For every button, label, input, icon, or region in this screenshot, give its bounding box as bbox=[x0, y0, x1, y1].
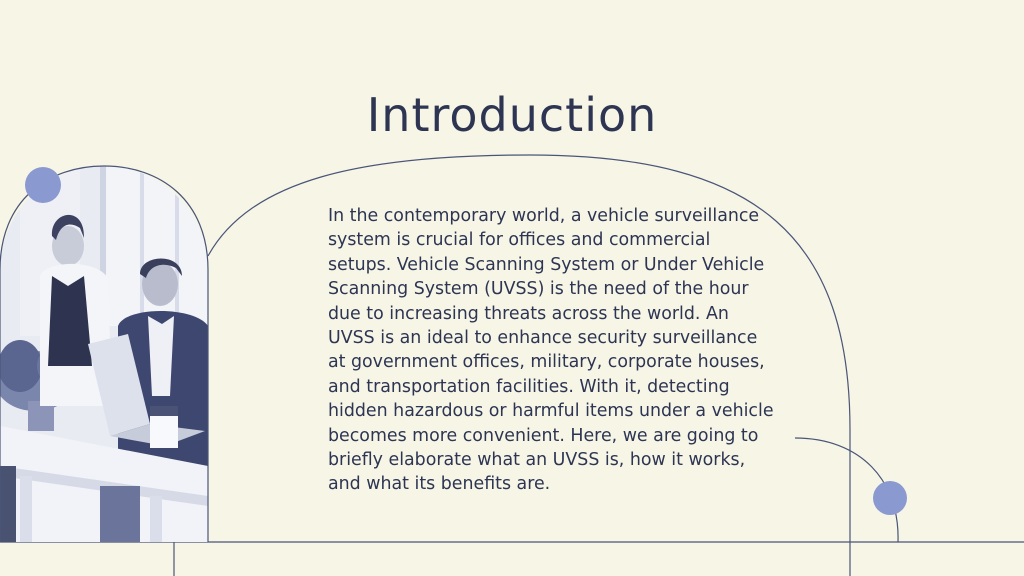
photo-arch-outline bbox=[0, 166, 208, 542]
slide-title: Introduction bbox=[366, 88, 658, 142]
accent-circle-left bbox=[25, 167, 61, 203]
intro-paragraph: In the contemporary world, a vehicle surveillance system is crucial for offices and commercial setups. Vehicle Scanning System or Under Vehicle Scanning System (UVSS) is the need of the hour due to increasing threats across the world. An UVSS is an ideal to enhance security surveillance at government offices, military, corporate houses, and transportation facilities. With it, detecting hidden hazardous or harmful items under a vehicle becomes more convenient. Here, we are going to briefly elaborate what an UVSS is, how it works, and what its benefits are. bbox=[328, 206, 774, 495]
